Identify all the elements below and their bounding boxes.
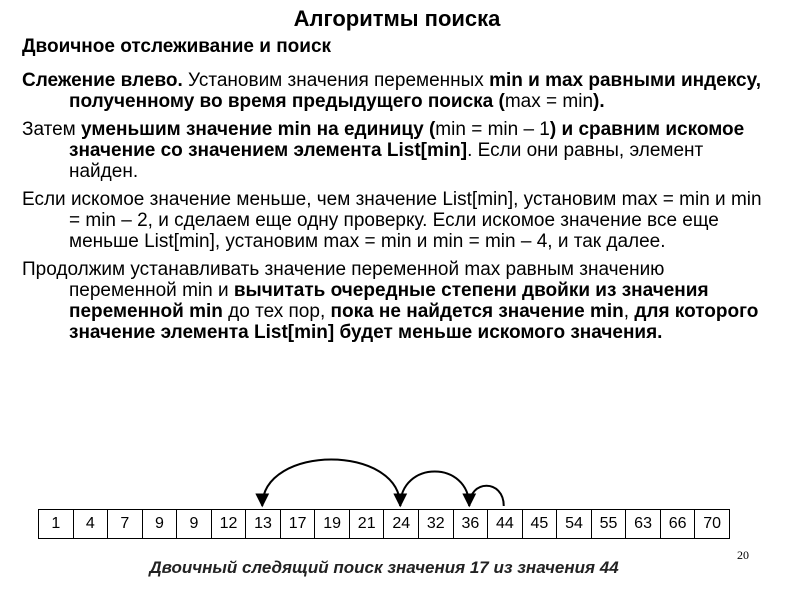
array-cell: 55 [591, 510, 626, 538]
text-run: пока не найдется значение min [330, 301, 624, 322]
text-run: Затем [22, 119, 82, 140]
paragraph-1 [22, 70, 777, 112]
text-run: уменьшим значение min на единицу ( [81, 119, 436, 140]
paragraph-3 [22, 189, 777, 252]
array-cell: 13 [245, 510, 280, 538]
slide-number: 20 [737, 548, 749, 562]
array-cell: 1 [51, 515, 61, 532]
text-run: ). [593, 91, 605, 112]
text-run: min = min – 1 [435, 119, 550, 140]
jump-arrow [469, 486, 504, 506]
figure-caption: Двоичный следящий поиск значения 17 из значения 44 [149, 558, 619, 577]
array-cell: 17 [280, 510, 315, 538]
array-cell: 7 [107, 510, 142, 538]
slide-title: Алгоритмы поиска [293, 6, 501, 31]
binary-tracking-figure [38, 440, 730, 580]
paragraph-2 [22, 119, 777, 182]
text-run: для которого значение элемента List[min] будет меньше искомого значения. [69, 301, 759, 343]
array-cell: 63 [625, 510, 660, 538]
array-cell: 24 [383, 510, 418, 538]
array-cell: 19 [314, 510, 349, 538]
text-run: . Если они равны, элемент найден. [69, 140, 704, 182]
text-run: до тех пор, [222, 301, 331, 322]
paragraph-4 [22, 259, 777, 343]
array-cell: 12 [211, 510, 246, 538]
array-cell: 54 [556, 510, 591, 538]
array-cell: 4 [73, 510, 108, 538]
array-cell: 21 [349, 510, 384, 538]
text-run: Слежение влево. [22, 70, 183, 91]
array-strip [38, 509, 730, 539]
text-run: вычитать очередные степени двойки из значения переменной min [69, 280, 709, 322]
array-cell: 9 [176, 510, 211, 538]
text-run: ) и сравним искомое значение со значением элемента List[min] [69, 119, 745, 161]
text-run: max = min [504, 91, 594, 112]
array-cell: 66 [660, 510, 695, 538]
text-run: , [623, 301, 635, 322]
slide-body [22, 70, 777, 350]
array-cell: 44 [487, 510, 522, 538]
jump-arrow [262, 460, 400, 507]
text-run: Продолжим устанавливать значение переменной max равным значению переменной min и [22, 259, 665, 301]
array-cell: 32 [418, 510, 453, 538]
text-run: Установим значения переменных [182, 70, 490, 91]
slide-subtitle: Двоичное отслеживание и поиск [22, 36, 332, 57]
jump-arrow [400, 472, 469, 506]
text-run: min и max равными индексу, полученному во время предыдущего поиска ( [69, 70, 761, 112]
array-cell: 70 [694, 510, 729, 538]
text-run: Если искомое значение меньше, чем значение List[min], установим max = min и min = min – 2, и сделаем еще одну проверку. Если искомое значение все еще меньше List[min], установим max = min и min = min – 4, и так далее. [22, 189, 762, 252]
array-cell: 36 [453, 510, 488, 538]
array-cell: 45 [522, 510, 557, 538]
array-cell: 9 [142, 510, 177, 538]
